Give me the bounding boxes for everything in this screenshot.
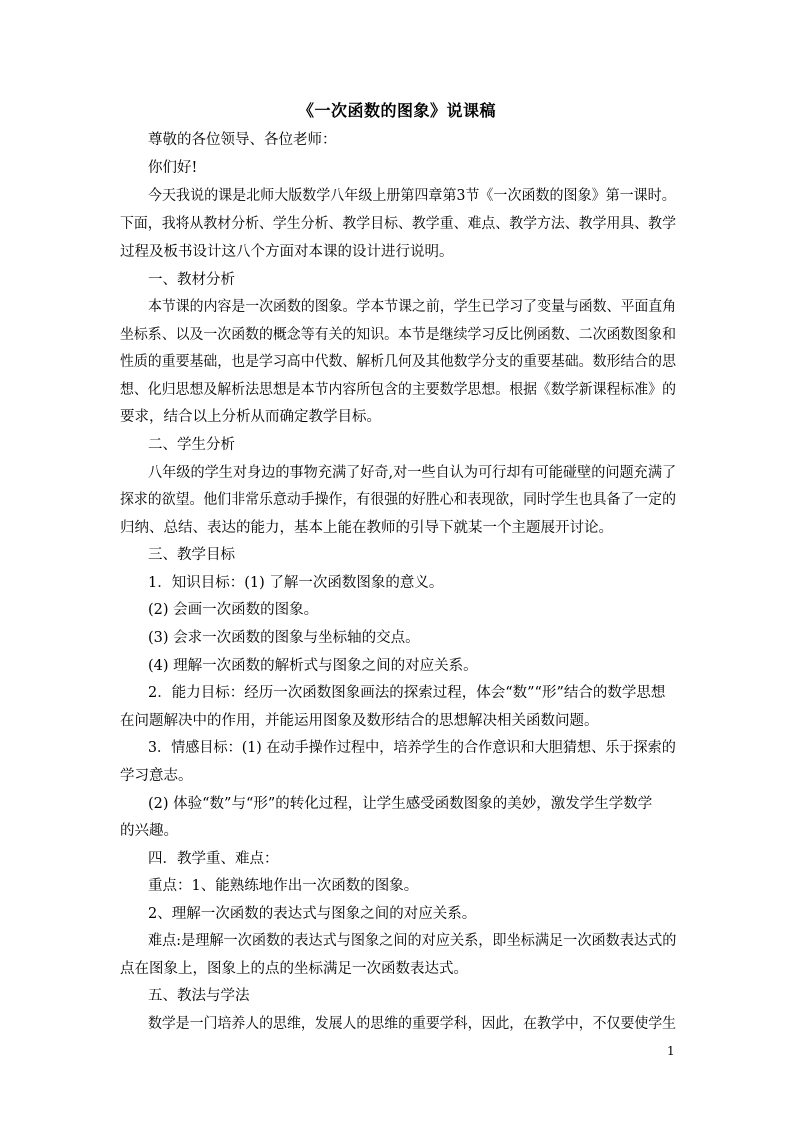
textbook-analysis-line: 性质的重要基础，也是学习高中代数、解析几何及其他数学分支的重要基础。数形结合的思: [120, 354, 676, 370]
textbook-analysis-line: 本节课的内容是一次函数的图象。学本节课之前，学生已学习了变量与函数、平面直角: [148, 299, 677, 315]
section-heading-student-analysis: 二、学生分析: [148, 437, 235, 453]
section-heading-teaching-objectives: 三、教学目标: [148, 547, 235, 563]
document-title: 《一次函数的图象》说课稿: [297, 101, 496, 120]
emotion-objective-line: 3．情感目标：(1) 在动手操作过程中，培养学生的合作意识和大胆猜想、乐于探索的: [148, 740, 676, 756]
ability-objective-line: 在问题解决中的作用，并能运用图象及数形结合的思想解决相关函数问题。: [120, 713, 599, 729]
student-analysis-line: 八年级的学生对身边的事物充满了好奇,对一些自认为可行却有可能碰壁的问题充满了: [148, 465, 677, 481]
section-heading-methods: 五、教法与学法: [148, 988, 250, 1004]
knowledge-objective-line: (4) 理解一次函数的解析式与图象之间的对应关系。: [148, 658, 478, 674]
knowledge-objective-line: (2) 会画一次函数的图象。: [148, 602, 319, 618]
methods-line: 数学是一门培养人的思维，发展人的思维的重要学科，因此，在教学中，不仅要使学生: [148, 1016, 677, 1032]
hello-line: 你们好!: [148, 160, 198, 176]
intro-paragraph-line: 今天我说的课是北师大版数学八年级上册第四章第3节《一次函数的图象》第一课时。: [148, 188, 676, 204]
page-number: 1: [667, 1044, 675, 1058]
difficulty-line: 点在图象上，图象上的点的坐标满足一次函数表达式。: [120, 961, 468, 977]
student-analysis-line: 归纳、总结、表达的能力，基本上能在教师的引导下就某一个主题展开讨论。: [120, 520, 613, 536]
section-heading-textbook-analysis: 一、教材分析: [148, 272, 235, 288]
textbook-analysis-line: 要求，结合以上分析从而确定教学目标。: [120, 409, 381, 425]
emotion-objective-line: (2) 体验“数”与“形”的转化过程，让学生感受函数图象的美妙，激发学生学数学: [148, 796, 653, 812]
intro-paragraph-line: 下面，我将从教材分析、学生分析、教学目标、教学重、难点、教学方法、教学用具、教学: [120, 216, 676, 232]
emotion-objective-line: 的兴趣。: [120, 823, 178, 839]
section-heading-key-points: 四．教学重、难点：: [148, 851, 279, 867]
difficulty-line: 难点:是理解一次函数的表达式与图象之间的对应关系，即坐标满足一次函数表达式的: [148, 933, 677, 949]
knowledge-objective-line: (3) 会求一次函数的图象与坐标轴的交点。: [148, 630, 420, 646]
knowledge-objective-line: 1．知识目标：(1) 了解一次函数图象的意义。: [148, 575, 444, 591]
key-point-line: 重点：1、能熟练地作出一次函数的图象。: [148, 878, 419, 894]
intro-paragraph-line: 过程及板书设计这八个方面对本课的设计进行说明。: [120, 244, 454, 260]
emotion-objective-line: 学习意志。: [120, 768, 193, 784]
key-point-line: 2、理解一次函数的表达式与图象之间的对应关系。: [148, 906, 477, 922]
greeting-line: 尊敬的各位领导、各位老师：: [148, 132, 337, 148]
textbook-analysis-line: 坐标系、以及一次函数的概念等有关的知识。本节是继续学习反比例函数、二次函数图象和: [120, 327, 676, 343]
textbook-analysis-line: 想、化归思想及解析法思想是本节内容所包含的主要数学思想。根据《数学新课程标准》的: [120, 382, 676, 398]
ability-objective-line: 2．能力目标：经历一次函数图象画法的探索过程，体会“数”“形”结合的数学思想: [148, 685, 666, 701]
student-analysis-line: 探求的欲望。他们非常乐意动手操作，有很强的好胜心和表现欲，同时学生也具备了一定的: [120, 492, 676, 508]
